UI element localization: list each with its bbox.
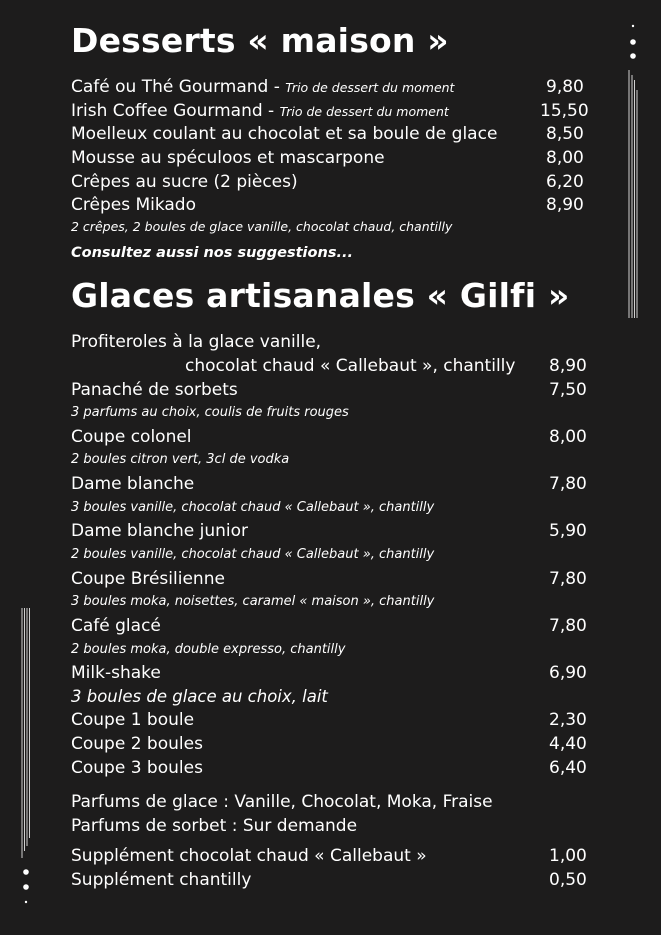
price: 8,90: [549, 356, 587, 376]
menu-item-panache-sorbets: Panaché de sorbets: [71, 380, 238, 400]
dot-icon: [23, 869, 29, 875]
dot-icon: [630, 39, 636, 45]
menu-item-description: 3 boules de glace au choix, lait: [71, 687, 328, 706]
menu-item-dame-blanche: Dame blanche: [71, 474, 195, 494]
menu-item-moelleux: Moelleux coulant au chocolat et sa boule de glace: [71, 124, 498, 144]
menu-item-description: 2 boules vanille, chocolat chaud « Callebaut », chantilly: [71, 547, 435, 562]
menu-item-milk-shake: Milk-shake: [71, 663, 161, 683]
price: 6,90: [549, 663, 587, 683]
menu-item-crepes-sucre: Crêpes au sucre (2 pièces): [71, 172, 298, 192]
menu-item-description: 2 boules citron vert, 3cl de vodka: [71, 452, 290, 467]
menu-item-coupe-2-boules: Coupe 2 boules: [71, 734, 203, 754]
price: 7,80: [549, 569, 587, 589]
price: 7,80: [549, 474, 587, 494]
price: 2,30: [549, 710, 587, 730]
menu-item-description: 2 boules moka, double expresso, chantilly: [71, 642, 346, 657]
menu-item-description: 3 parfums au choix, coulis de fruits rouges: [71, 405, 349, 420]
menu-item-profiteroles: Profiteroles à la glace vanille,: [71, 332, 322, 352]
price: 8,00: [549, 427, 587, 447]
price: 6,20: [546, 172, 584, 192]
menu-item-description: 3 boules moka, noisettes, caramel « maison », chantilly: [71, 594, 435, 609]
menu-item-description: 3 boules vanille, chocolat chaud « Callebaut », chantilly: [71, 500, 435, 515]
section-title-glaces: Glaces artisanales « Gilfi »: [71, 276, 570, 315]
menu-item-mousse: Mousse au spéculoos et mascarpone: [71, 148, 385, 168]
price: 1,00: [549, 846, 587, 866]
price: 8,50: [546, 124, 584, 144]
dot-icon: [632, 25, 634, 27]
menu-item-irish-coffee: Irish Coffee Gourmand - Trio de dessert du moment: [71, 101, 449, 121]
menu-item-cafe-glace: Café glacé: [71, 616, 161, 636]
menu-item-dame-blanche-junior: Dame blanche junior: [71, 521, 249, 541]
price: 5,90: [549, 521, 587, 541]
dot-icon: [25, 901, 27, 903]
parfums-sorbet: Parfums de sorbet : Sur demande: [71, 816, 358, 836]
price: 7,50: [549, 380, 587, 400]
menu-item-description: 2 crêpes, 2 boules de glace vanille, chocolat chaud, chantilly: [71, 219, 453, 234]
menu-item-coupe-colonel: Coupe colonel: [71, 427, 192, 447]
price: 6,40: [549, 758, 587, 778]
price: 7,80: [549, 616, 587, 636]
menu-item-crepes-mikado: Crêpes Mikado: [71, 195, 197, 215]
menu-item-cafe-gourmand: Café ou Thé Gourmand - Trio de dessert du moment: [71, 77, 455, 97]
parfums-glace: Parfums de glace : Vanille, Chocolat, Moka, Fraise: [71, 792, 493, 812]
menu-item-profiteroles-line2: chocolat chaud « Callebaut », chantilly: [185, 356, 516, 376]
supplement-chocolat: Supplément chocolat chaud « Callebaut »: [71, 846, 427, 866]
price: 9,80: [546, 77, 584, 97]
price: 8,90: [546, 195, 584, 215]
menu-item-coupe-3-boules: Coupe 3 boules: [71, 758, 203, 778]
decorative-lines-bottom-left: [14, 608, 44, 908]
dot-icon: [630, 53, 636, 59]
decorative-lines-top-right: [620, 20, 650, 320]
price: 15,50: [540, 101, 589, 121]
price: 0,50: [549, 870, 587, 890]
suggestions-note: Consultez aussi nos suggestions...: [71, 245, 353, 261]
dot-icon: [23, 884, 29, 890]
section-title-desserts: Desserts « maison »: [71, 21, 449, 60]
menu-item-coupe-1-boule: Coupe 1 boule: [71, 710, 195, 730]
price: 8,00: [546, 148, 584, 168]
menu-item-coupe-bresilienne: Coupe Brésilienne: [71, 569, 225, 589]
price: 4,40: [549, 734, 587, 754]
supplement-chantilly: Supplément chantilly: [71, 870, 252, 890]
